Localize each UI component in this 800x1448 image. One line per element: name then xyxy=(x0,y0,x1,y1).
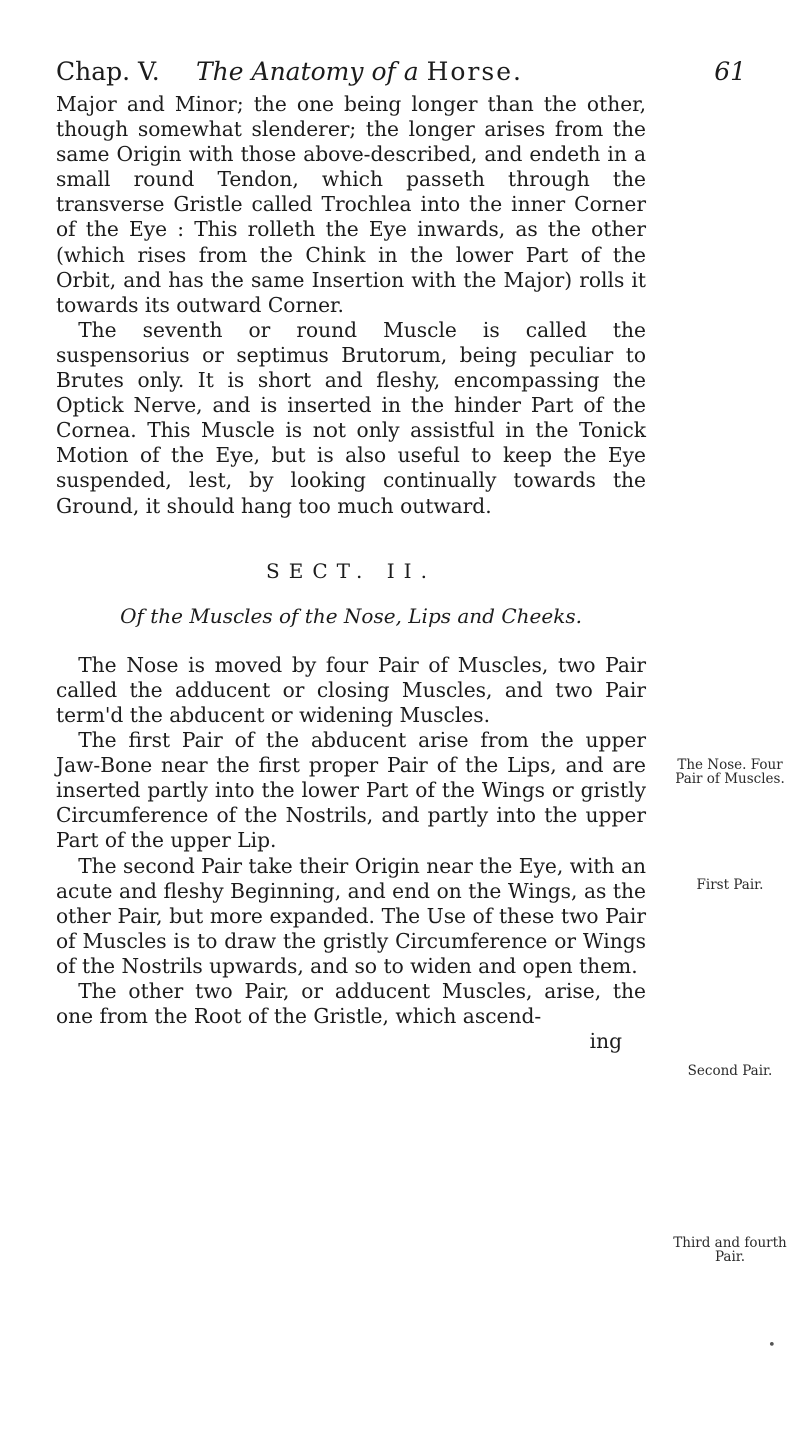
paragraph: Major and Minor; the one being longer than the other, though somewhat slenderer; the longer arises from the same Origin with those above-described, and endeth in a small round Tendon, which passeth through the transverse Gristle called Trochlea into the inner Corner of the Eye : This rolleth the Eye inwards, as the other (which rises from the Chink in the lower Part of the Orbit, and has the same Insertion with the Major) rolls it towards its outward Corner. xyxy=(56,92,646,317)
paragraph: The Nose is moved by four Pair of Muscles, two Pair called the adducent or closing Muscles, and two Pair term'd the abducent or widening Muscles. xyxy=(56,652,646,727)
paragraph: The first Pair of the abducent arise from the upper Jaw-Bone near the first proper Pair of the Lips, and are inserted partly into the lower Part of the Wings or gristly Circumference of the Nostrils, and partly into the upper Part of the upper Lip. xyxy=(56,728,646,853)
margin-note: Third and fourth Pair. xyxy=(673,1235,787,1265)
catchword: ing xyxy=(589,1029,622,1054)
running-title-caps: Horse. xyxy=(426,57,523,86)
chapter-label: Chap. V. xyxy=(56,57,160,86)
paragraph: The second Pair take their Origin near the Eye, with an acute and fleshy Beginning, and end on the Wings, as the other Pair, but more expanded. The Use of these two Pair of Muscles is to draw the gristly Circumference or Wings of the Nostrils upwards, and so to widen and open them. xyxy=(56,853,646,978)
margin-note: The Nose. Four Pair of Muscles. xyxy=(675,757,785,787)
running-title-italic: The Anatomy of a xyxy=(196,57,419,86)
running-title xyxy=(196,50,523,94)
margin-note: First Pair. xyxy=(696,877,764,893)
section-subtitle: Of the Muscles of the Nose, Lips and Cheeks. xyxy=(120,603,582,628)
running-head xyxy=(56,50,746,94)
margin-note: Second Pair. xyxy=(687,1063,773,1079)
paragraph: The seventh or round Muscle is called the suspensorius or septimus Brutorum, being peculiar to Brutes only. It is short and fleshy, encompassing the Optick Nerve, and is inserted in the hinder Part of the Cornea. This Muscle is not only assistful in the Tonick Motion of the Eye, but is also useful to keep the Eye suspended, lest, by looking continually towards the Ground, it should hang too much outward. xyxy=(56,317,646,518)
page-number: 61 xyxy=(714,57,746,86)
paragraph: The other two Pair, or adducent Muscles, arise, the one from the Root of the Gristle, which ascend- xyxy=(56,979,646,1029)
section-heading: SECT. II. xyxy=(266,558,436,583)
body-text xyxy=(56,92,646,1054)
ink-spot: • xyxy=(768,1338,776,1353)
